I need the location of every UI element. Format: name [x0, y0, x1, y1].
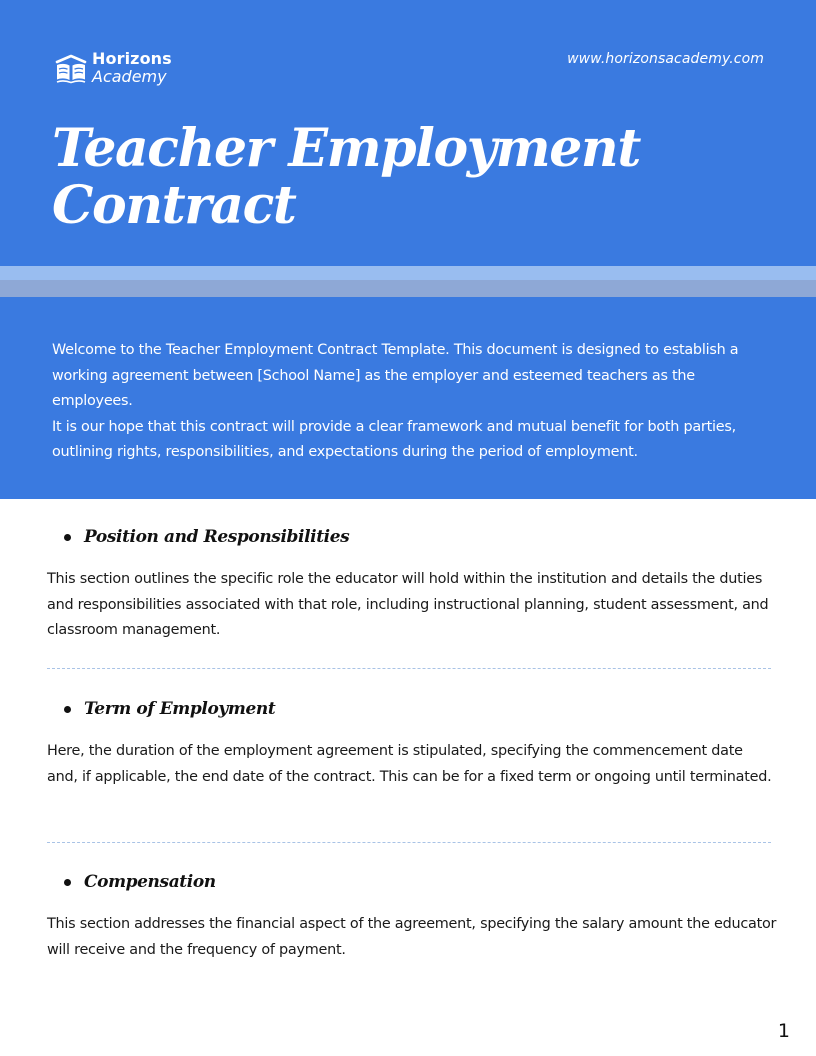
open-book-icon	[54, 52, 88, 86]
logo-wordmark	[92, 51, 172, 85]
section-heading	[64, 697, 777, 721]
section-body: This section addresses the financial aspect of the agreement, specifying the salary amount the educator will receive and the frequency of payment.	[47, 916, 777, 958]
dashed-divider	[47, 842, 771, 843]
decorative-stripe-light	[0, 266, 816, 280]
header-banner	[0, 0, 816, 266]
bullet-icon	[64, 879, 71, 886]
website-url: www.horizonsacademy.com	[567, 51, 764, 67]
section-body: This section outlines the specific role the educator will hold within the institution and details the duties and responsibilities associated with that role, including instructional planning, student assessment, and classroom management.	[47, 571, 769, 639]
bullet-icon	[64, 706, 71, 713]
intro-paragraph: Welcome to the Teacher Employment Contract Template. This document is designed to establish a working agreement between [School Name] as the employer and esteemed teachers as the employees. It is our hope that this contract will provide a clear framework and mutual benefit for both parties, outlining rights, responsibilities, and expectations during the period of employment.	[52, 342, 739, 461]
section-heading	[64, 525, 777, 549]
logo-line2: Academy	[92, 67, 167, 86]
bullet-icon	[64, 534, 71, 541]
section-title: Position and Responsibilities	[84, 527, 350, 547]
section-heading	[64, 870, 777, 894]
decorative-stripe-gray	[0, 280, 816, 297]
intro-block	[0, 297, 816, 499]
page-number: 1	[777, 1020, 790, 1042]
section-body: Here, the duration of the employment agreement is stipulated, specifying the commencement date and, if applicable, the end date of the contract. This can be for a fixed term or ongoing until terminated.	[47, 743, 772, 785]
logo-line1: Horizons	[92, 49, 172, 68]
logo	[54, 51, 172, 86]
section-position-responsibilities	[47, 525, 777, 644]
section-title: Compensation	[84, 872, 216, 892]
section-title: Term of Employment	[84, 699, 276, 719]
section-compensation	[47, 870, 777, 963]
section-term-of-employment	[47, 697, 777, 790]
document-title: Teacher Employment Contract	[52, 118, 640, 236]
dashed-divider	[47, 668, 771, 669]
